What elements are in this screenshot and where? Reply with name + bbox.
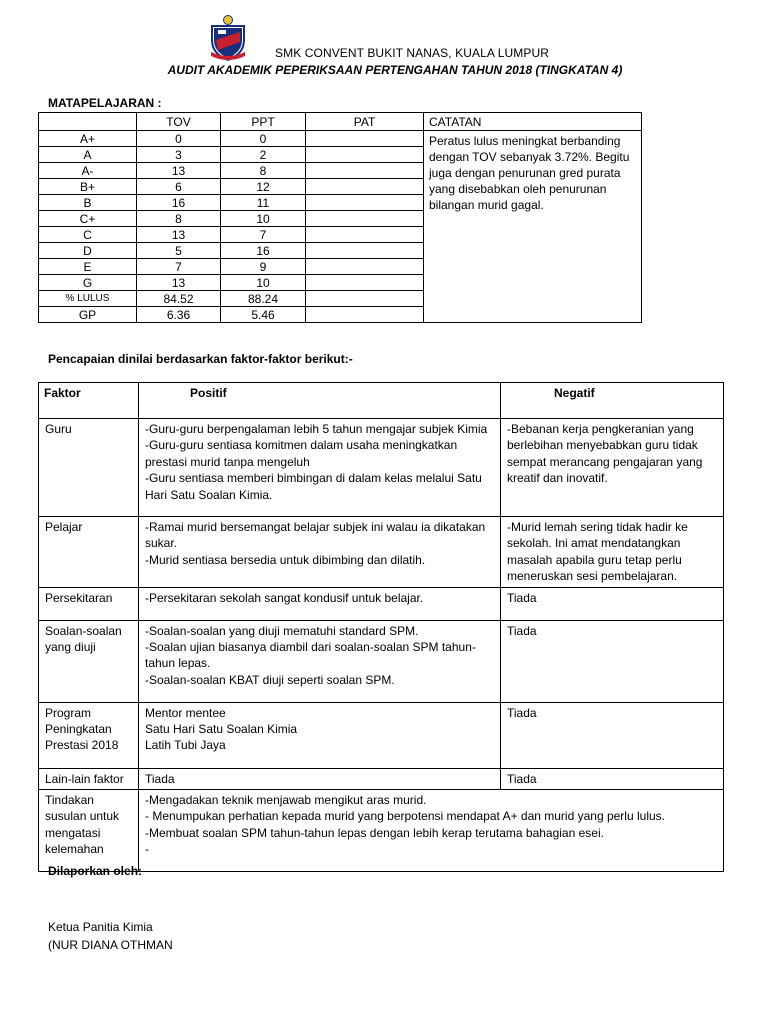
- negative-cell: [501, 620, 724, 702]
- ppt-column-header: PPT: [221, 113, 306, 131]
- tov-value: 3: [137, 147, 221, 163]
- positive-point: -Ramai murid bersemangat belajar subjek ini walau ia dikatakan sukar.: [145, 520, 486, 551]
- reported-by-label: Dilaporkan oleh:: [48, 864, 143, 878]
- positive-cell: [139, 620, 501, 702]
- positive-cell: [139, 517, 501, 588]
- action-row: [39, 790, 724, 872]
- negative-point: -Bebanan kerja pengkeranian yang berlebihan menyebabkan guru tidak sempat merancang pengajaran yang kreatif dan inovatif.: [507, 422, 703, 486]
- school-name: SMK CONVENT BUKIT NANAS, KUALA LUMPUR: [275, 46, 549, 60]
- signatory-role: Ketua Panitia Kimia: [48, 920, 153, 934]
- grade-table-header: [39, 113, 642, 131]
- factor-label: Guru: [39, 419, 139, 517]
- action-item: -: [145, 842, 149, 857]
- pat-value: [306, 243, 424, 259]
- tov-value: 0: [137, 131, 221, 147]
- factor-row-persekitaran: [39, 587, 724, 620]
- pat-column-header: PAT: [306, 113, 424, 131]
- grade-label: C+: [39, 211, 137, 227]
- grade-label: D: [39, 243, 137, 259]
- pat-value: [306, 307, 424, 323]
- positive-point: -Guru-guru berpengalaman lebih 5 tahun mengajar subjek Kimia: [145, 422, 488, 436]
- positive-point: -Soalan ujian biasanya diambil dari soalan-soalan SPM tahun-tahun lepas.: [145, 640, 476, 671]
- factor-table: [38, 382, 724, 872]
- positive-point: Satu Hari Satu Soalan Kimia: [145, 722, 298, 737]
- negative-column-header: Negatif: [501, 383, 724, 419]
- ppt-value: 9: [221, 259, 306, 275]
- factor-table-header: [39, 383, 724, 419]
- pat-value: [306, 211, 424, 227]
- grade-label: A: [39, 147, 137, 163]
- grade-row: [39, 131, 642, 147]
- grade-label: GP: [39, 307, 137, 323]
- pat-value: [306, 131, 424, 147]
- factor-column-header: Faktor: [39, 383, 139, 419]
- positive-point: -Soalan-soalan KBAT diuji seperti soalan SPM.: [145, 672, 395, 687]
- positive-point: -Murid sentiasa bersedia untuk dibimbing dan dilatih.: [145, 552, 426, 567]
- factor-row-soalan: [39, 620, 724, 702]
- ppt-value: 10: [221, 275, 306, 291]
- tov-value: 84.52: [137, 291, 221, 307]
- grade-table: [38, 112, 642, 323]
- positive-point: -Guru sentiasa memberi bimbingan di dalam kelas melalui Satu Hari Satu Soalan Kimia.: [145, 471, 482, 502]
- tov-value: 13: [137, 163, 221, 179]
- positive-cell: [139, 587, 501, 620]
- action-item: -Mengadakan teknik menjawab mengikut aras murid.: [145, 793, 427, 808]
- pat-value: [306, 291, 424, 307]
- negative-point: Tiada: [507, 623, 537, 638]
- action-item: -Membuat soalan SPM tahun-tahun lepas dengan lebih kerap terutama bahagian esei.: [145, 825, 604, 840]
- positive-cell: [139, 419, 501, 517]
- pat-value: [306, 179, 424, 195]
- negative-cell: [501, 768, 724, 789]
- factor-row-guru: [39, 419, 724, 517]
- pat-value: [306, 227, 424, 243]
- negative-point: -Murid lemah sering tidak hadir ke sekolah. Ini amat mendatangkan masalah apabila guru tetap perlu meneruskan sesi pembelajaran.: [507, 520, 688, 584]
- positive-point: Tiada: [145, 771, 175, 786]
- ppt-value: 7: [221, 227, 306, 243]
- ppt-value: 10: [221, 211, 306, 227]
- negative-point: Tiada: [507, 771, 537, 786]
- pat-value: [306, 147, 424, 163]
- pat-value: [306, 259, 424, 275]
- negative-cell: [501, 517, 724, 588]
- action-item: - Menumpukan perhatian kepada murid yang berpotensi mendapat A+ dan murid yang perlu lulus.: [145, 809, 665, 824]
- subject-label: MATAPELAJARAN :: [48, 96, 162, 110]
- signatory-name: (NUR DIANA OTHMAN: [48, 938, 173, 952]
- factor-row-program: [39, 702, 724, 768]
- negative-cell: [501, 419, 724, 517]
- negative-cell: [501, 702, 724, 768]
- positive-point: Mentor mentee: [145, 705, 226, 720]
- factor-label: Lain-lain faktor: [39, 768, 139, 789]
- positive-point: -Persekitaran sekolah sangat kondusif untuk belajar.: [145, 590, 424, 605]
- grade-label: C: [39, 227, 137, 243]
- tov-value: 13: [137, 227, 221, 243]
- grade-column-header: [39, 113, 137, 131]
- pat-value: [306, 195, 424, 211]
- positive-cell: [139, 768, 501, 789]
- tov-column-header: TOV: [137, 113, 221, 131]
- ppt-value: 5.46: [221, 307, 306, 323]
- grade-label: E: [39, 259, 137, 275]
- ppt-value: 12: [221, 179, 306, 195]
- notes-cell: Peratus lulus meningkat berbanding dengan TOV sebanyak 3.72%. Begitu juga dengan penurunan gred purata yang disebabkan oleh penurunan bilangan murid gagal.: [424, 131, 642, 323]
- tov-value: 5: [137, 243, 221, 259]
- negative-cell: [501, 587, 724, 620]
- grade-label: G: [39, 275, 137, 291]
- grade-label: A+: [39, 131, 137, 147]
- notes-column-header: CATATAN: [424, 113, 642, 131]
- positive-point: Latih Tubi Jaya: [145, 738, 226, 753]
- grade-label: A-: [39, 163, 137, 179]
- grade-label: % LULUS: [39, 291, 137, 307]
- tov-value: 6.36: [137, 307, 221, 323]
- ppt-value: 8: [221, 163, 306, 179]
- negative-point: Tiada: [507, 705, 537, 720]
- positive-point: -Guru-guru sentiasa komitmen dalam usaha meningkatkan prestasi murid tanpa mengeluh: [145, 438, 458, 469]
- tov-value: 16: [137, 195, 221, 211]
- pat-value: [306, 275, 424, 291]
- positive-column-header: Positif: [139, 383, 501, 419]
- tov-value: 13: [137, 275, 221, 291]
- positive-cell: [139, 702, 501, 768]
- ppt-value: 11: [221, 195, 306, 211]
- tov-value: 8: [137, 211, 221, 227]
- factor-row-pelajar: [39, 517, 724, 588]
- audit-title: AUDIT AKADEMIK PEPERIKSAAN PERTENGAHAN TAHUN 2018 (TINGKATAN 4): [167, 63, 623, 77]
- factor-label: Tindakan susulan untuk mengatasi kelemahan: [39, 790, 139, 872]
- ppt-value: 16: [221, 243, 306, 259]
- factor-label: Persekitaran: [39, 587, 139, 620]
- factor-row-other: [39, 768, 724, 789]
- ppt-value: 88.24: [221, 291, 306, 307]
- grade-label: B: [39, 195, 137, 211]
- ppt-value: 2: [221, 147, 306, 163]
- assessment-intro: Pencapaian dinilai berdasarkan faktor-faktor berikut:-: [48, 352, 353, 366]
- positive-point: -Soalan-soalan yang diuji mematuhi standard SPM.: [145, 623, 419, 638]
- factor-label: Program Peningkatan Prestasi 2018: [39, 702, 139, 768]
- grade-label: B+: [39, 179, 137, 195]
- negative-point: Tiada: [507, 590, 537, 605]
- action-cell: [139, 790, 724, 872]
- factor-label: Pelajar: [39, 517, 139, 588]
- tov-value: 7: [137, 259, 221, 275]
- ppt-value: 0: [221, 131, 306, 147]
- tov-value: 6: [137, 179, 221, 195]
- pat-value: [306, 163, 424, 179]
- factor-label: Soalan-soalan yang diuji: [39, 620, 139, 702]
